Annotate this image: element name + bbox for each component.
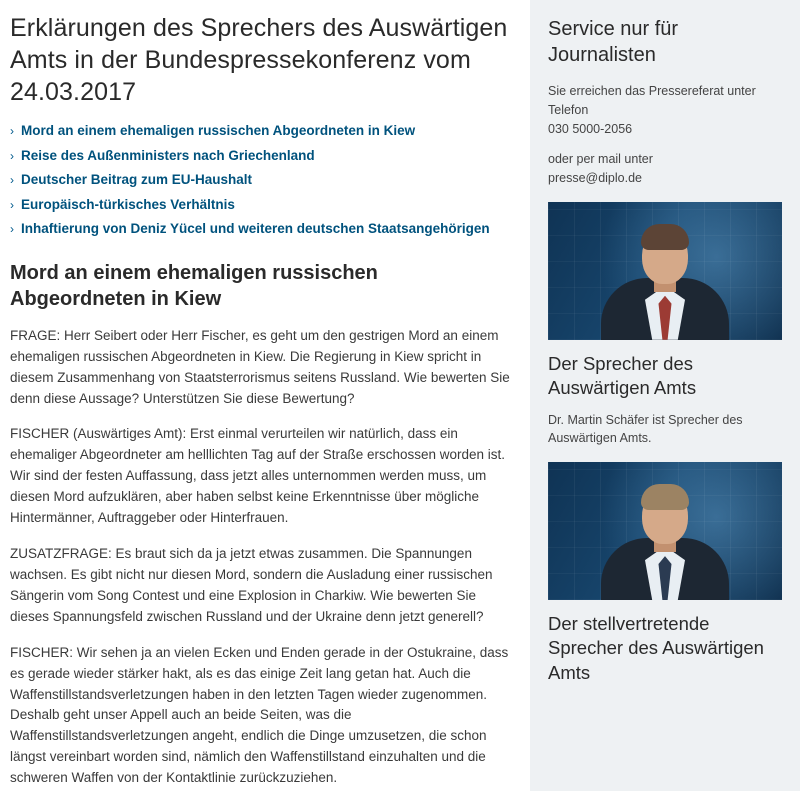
sidebar-title: Service nur für Journalisten (548, 18, 679, 66)
jump-link-inhaftierung[interactable]: Inhaftierung von Deniz Yücel und weiteren deutschen Staatsangehörigen (21, 221, 490, 237)
list-item (10, 220, 512, 238)
list-item (10, 171, 512, 189)
paragraph-fischer-2: FISCHER: Wir sehen ja an vielen Ecken und Enden gerade in der Ostukraine, dass es gerade wieder stärker hakt, als es das einige Zeit lang getan hat. Auch die Waffenstillstandsverletzungen haben in den letzten Tagen wieder zugenommen. Deshalb geht unser Appell auch an beide Seiten, was die Waffenstillstandsverletzungen angeht, endlich die Dinge umzusetzen, die schon längst vereinbart worden sind, nämlich den Waffenstillstand einzuhalten und die schweren Waffen von der Kontaktlinie zurückzuziehen. (10, 644, 509, 786)
section-heading: Mord an einem ehemaligen russischen Abgeordneten in Kiew (10, 261, 378, 310)
sidebar-contact-line-1: Sie erreichen das Pressereferat unter Telefon (548, 84, 756, 117)
hair-shape (641, 224, 689, 250)
sidebar-contact-line-2: oder per mail unter (548, 152, 653, 167)
sidebar-email[interactable]: presse@diplo.de (548, 171, 642, 185)
chevron-right-icon: › (10, 173, 14, 188)
page-title: Erklärungen des Sprechers des Auswärtigen Amts in der Bundespressekonferenz vom 24.03.2017 (10, 14, 508, 106)
list-item (10, 147, 512, 165)
paragraph-frage: FRAGE: Herr Seibert oder Herr Fischer, es geht um den gestrigen Mord an einem ehemaligen russischen Abgeordneten in Kiew. Die Regierung in Kiew spricht in diesem Zusammenhang von Staatsterrorismus seitens Russland. Wie bewerten Sie denn diese Aussage? Unterstützen Sie diese Bewertung? (10, 327, 510, 406)
portrait-photo-spokesperson (548, 202, 782, 340)
sidebar-phone: 030 5000-2056 (548, 121, 633, 136)
hair-shape (641, 484, 689, 510)
spokesperson-description-1: Dr. Martin Schäfer ist Sprecher des Auswärtigen Amts. (548, 412, 743, 446)
sidebar-contact-text (548, 82, 782, 138)
spokesperson-name-1: Der Sprecher des Auswärtigen Amts (548, 352, 697, 399)
person-silhouette (599, 220, 731, 340)
portrait-photo-deputy-spokesperson (548, 462, 782, 600)
jump-link-reise[interactable]: Reise des Außenministers nach Griechenland (21, 147, 315, 163)
list-item (10, 196, 512, 214)
chevron-right-icon: › (10, 148, 14, 163)
chevron-right-icon: › (10, 222, 14, 237)
spokesperson-card-2[interactable] (548, 462, 782, 685)
jump-link-tuerkisches-verhaeltnis[interactable]: Europäisch-türkisches Verhältnis (21, 196, 235, 212)
sidebar-mail-text (548, 150, 782, 188)
person-silhouette (599, 480, 731, 600)
chevron-right-icon: › (10, 197, 14, 212)
spokesperson-card-1[interactable] (548, 202, 782, 448)
paragraph-fischer-1: FISCHER (Auswärtiges Amt): Erst einmal verurteilen wir natürlich, dass ein ehemaliger Abgeordneter am helllichten Tag auf der Straße erschossen worden ist. Wir sind der festen Auffassung, dass jetzt alles unternommen werden muss, um diesen Mord aufzuklären, aber haben selbst keine Erkenntnisse über mögliche Hintermänner, Auftraggeber oder Hinterfrauen. (10, 426, 506, 526)
sidebar (530, 0, 800, 791)
jump-link-mord[interactable]: Mord an einem ehemaligen russischen Abgeordneten in Kiew (21, 123, 416, 138)
chevron-right-icon: › (10, 124, 14, 138)
jump-link-eu-haushalt[interactable]: Deutscher Beitrag zum EU-Haushalt (21, 172, 253, 188)
spokesperson-name-2: Der stellvertretende Sprecher des Auswärtigen Amts (548, 613, 764, 683)
jump-link-list (10, 122, 512, 238)
list-item (10, 122, 512, 140)
paragraph-zusatzfrage: ZUSATZFRAGE: Es braut sich da ja jetzt etwas zusammen. Die Spannungen wachsen. Es gibt nicht nur diesen Mord, sondern die Ausladung einer russischen Sängerin vom Song Contest und eine Explosion in Charkiw. Wie bewerten Sie dieses Spannungsfeld zwischen Russland und der Ukraine denn jetzt generell? (10, 546, 493, 624)
